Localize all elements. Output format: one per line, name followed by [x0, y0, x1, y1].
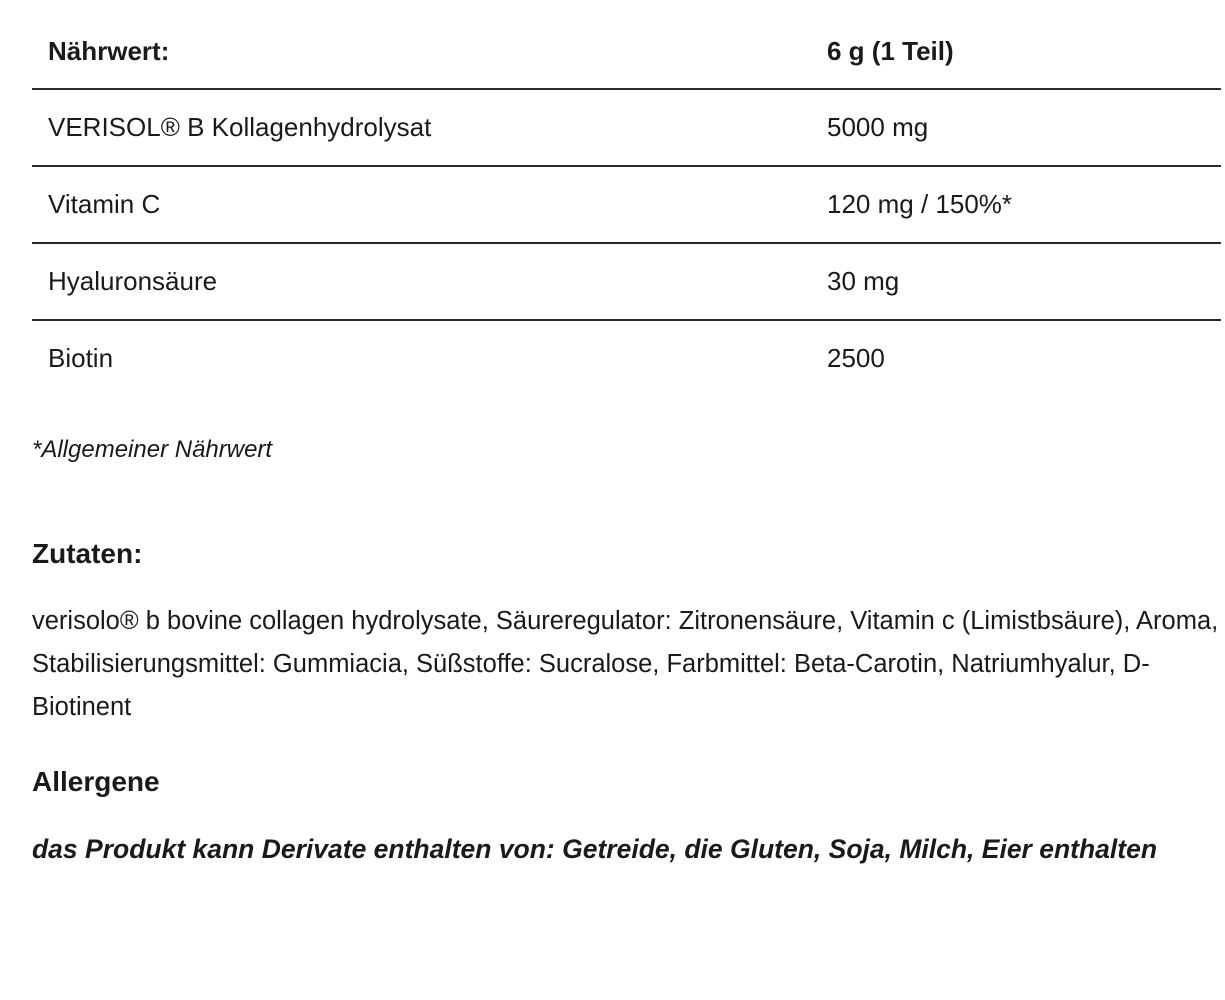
nutrient-name: VERISOL® B Kollagenhydrolysat [32, 89, 811, 166]
allergens-text: das Produkt kann Derivate enthalten von: Getreide, die Gluten, Soja, Milch, Eier enthalten [32, 834, 1158, 864]
nutrition-table [32, 14, 1221, 396]
allergens-heading: Allergene [32, 766, 160, 797]
column-header-amount: 6 g (1 Teil) [811, 14, 1221, 89]
nutrient-name: Biotin [48, 343, 114, 373]
nutrition-footnote: *Allgemeiner Nährwert [32, 436, 273, 463]
table-row [32, 243, 1221, 320]
ingredients-heading: Zutaten: [32, 538, 143, 569]
column-header-nutrient: Nährwert: [32, 14, 811, 89]
table-row [32, 89, 1221, 166]
table-row [32, 320, 1221, 396]
table-header-row [32, 14, 1221, 89]
nutrient-amount: 5000 mg [811, 89, 1221, 166]
nutrient-amount: 120 mg / 150%* [811, 166, 1221, 243]
nutrient-name: Hyaluronsäure [32, 243, 811, 320]
nutrient-amount: 2500 [827, 343, 885, 373]
nutrient-amount: 30 mg [811, 243, 1221, 320]
ingredients-text: verisolo® b bovine collagen hydrolysate, Säureregulator: Zitronensäure, Vitamin c (Limistbsäure), Aroma, Stabilisierungsmittel: Gummiacia, Süßstoffe: Sucralose, Farbmittel: Beta-Carotin, Natriumhyalur, D-Biotinent [32, 607, 1219, 721]
table-row [32, 166, 1221, 243]
nutrient-name: Vitamin C [32, 166, 811, 243]
